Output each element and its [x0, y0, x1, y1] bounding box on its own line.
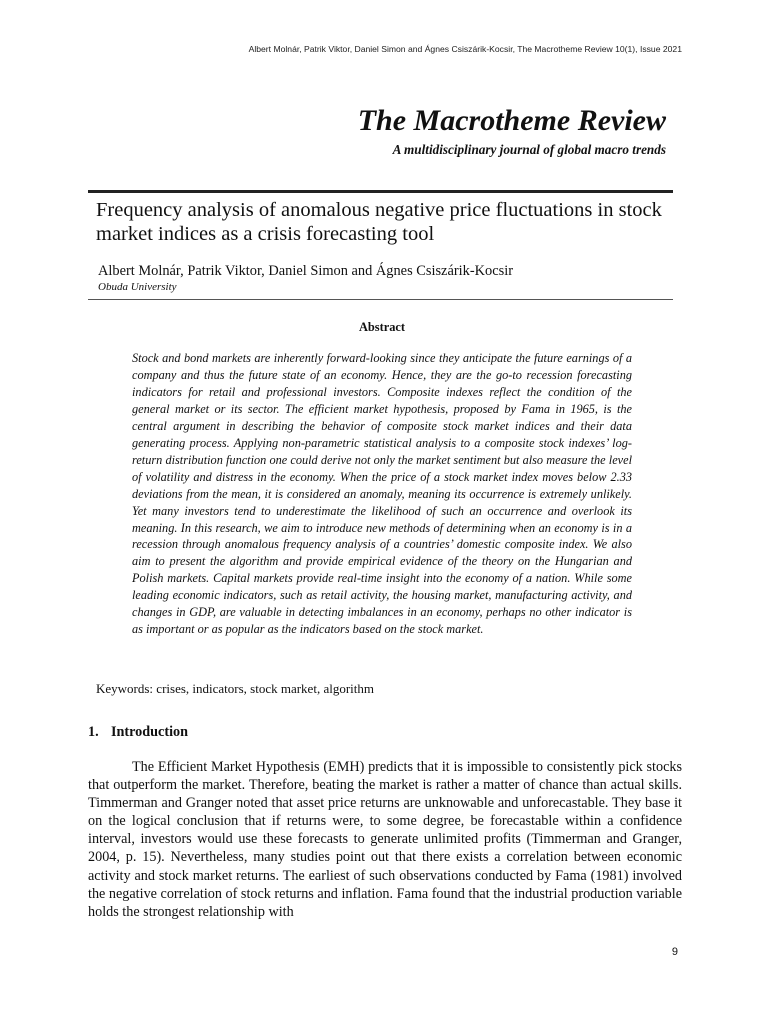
- affiliation: Obuda University: [98, 281, 177, 293]
- journal-title: The Macrotheme Review: [357, 104, 666, 137]
- title-divider: [88, 299, 673, 300]
- header-divider: [88, 190, 673, 193]
- running-header: Albert Molnár, Patrik Viktor, Daniel Simon and Ágnes Csiszárik-Kocsir, The Macrotheme Review 10(1), Issue 2021: [248, 44, 682, 54]
- section-number: 1.: [88, 724, 99, 740]
- introduction-paragraph: The Efficient Market Hypothesis (EMH) predicts that it is impossible to consistently pick stocks that outperform the market. Therefore, beating the market is rather a matter of chance than actual skills. Timmerman and Granger noted that asset price returns are unknowable and unforecastable. They base it on the logical conclusion that if returns were, to some degree, be forecastable within a confidence interval, investors would use these forecasts to generate unlimited profits (Timmerman and Granger, 2004, p. 15). Nevertheless, many studies point out that there exists a correlation between economic activity and stock market returns. The earliest of such observations conducted by Fama (1981) involved the negative correlation of stock returns and inflation. Fama found that the industrial production variable holds the strongest relationship with: [88, 759, 682, 920]
- journal-subtitle: A multidisciplinary journal of global macro trends: [392, 142, 666, 157]
- section-heading: [88, 724, 188, 741]
- paper-title: Frequency analysis of anomalous negative price fluctuations in stock market indices as a crisis forecasting tool: [96, 199, 662, 245]
- page-number: 9: [671, 946, 678, 958]
- abstract-heading: Abstract: [358, 320, 406, 334]
- keywords: Keywords: crises, indicators, stock market, algorithm: [96, 681, 374, 696]
- abstract-body: Stock and bond markets are inherently forward-looking since they anticipate the future earnings of a company and thus the future state of an economy. Hence, they are the go-to recession forecasting indicators for retail and professional investors. Composite indexes reflect the condition of the general market or its sector. The efficient market hypothesis, proposed by Fama in 1965, is the central argument in describing the behavior of composite stock market indices and their data generating process. Applying non-parametric statistical analysis to a composite stock indexes’ log-return distribution function one could derive not only the market sentiment but also measure the level of volatility and distress in the economy. When the price of a stock market index moves below 2.33 deviations from the mean, it is considered an anomaly, meaning its occurrence is extremely unlikely. Yet many investors tend to underestimate the likelihood of such an occurrence and overlook its meaning. In this research, we aim to introduce new methods of determining when an economy is in a recession through anomalous frequency analysis of a countries’ domestic composite index. We also aim to present the algorithm and provide empirical evidence of the theory on the Hungarian and Polish markets. Capital markets provide real-time insight into the economy of a nation. While some leading economic indicators, such as retail activity, the housing market, manufacturing activity, and changes in GDP, are valuable in detecting imbalances in an economy, perhaps no other indicator is as important or as popular as the indicators based on the stock market.: [132, 351, 632, 637]
- section-title: Introduction: [111, 724, 188, 740]
- author-list: Albert Molnár, Patrik Viktor, Daniel Simon and Ágnes Csiszárik-Kocsir: [98, 263, 513, 279]
